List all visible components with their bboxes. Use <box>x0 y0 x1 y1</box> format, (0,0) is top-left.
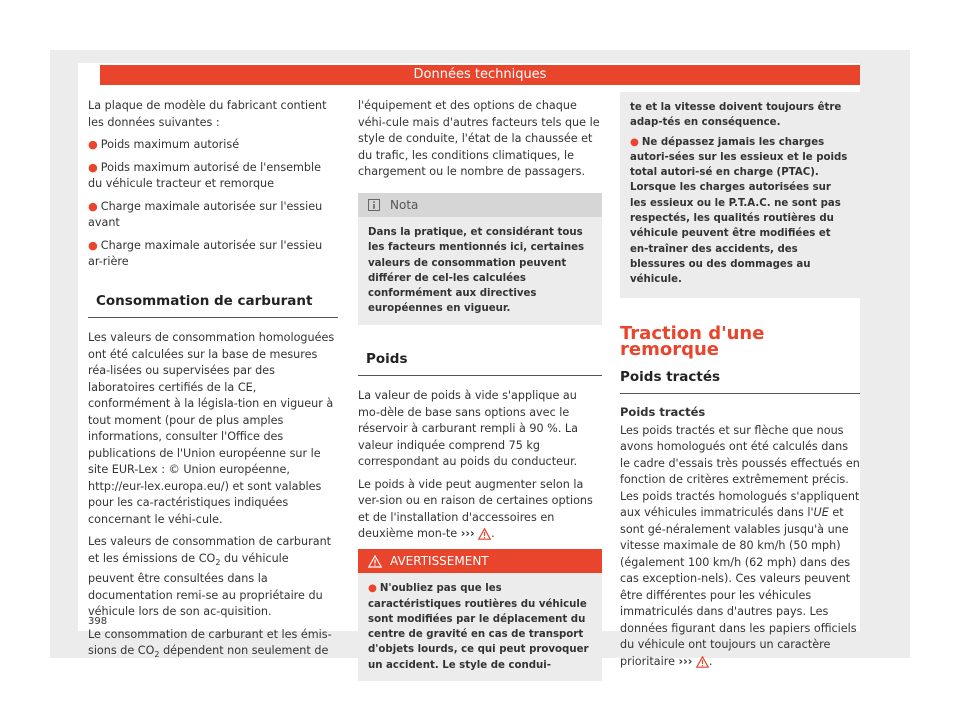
paragraph: Les poids tractés et sur flèche que nous avons homologués ont été calculés dans le cadre d'essais très poussés effectués en fonction de critères extrêmement précis. Les poids tractés homologués s'appliquent aux véhicules immatriculés dans l'UE et sont gé-néralement valables jusqu'à une vitesse maximale de 80 km/h (50 mph) (également 100 km/h (62 mph) dans des cas exception-nels). Ces valeurs peuvent être différentes pour les véhicules immatriculés dans d'autres pays. Les données figurant dans les papiers officiels du véhicule ont toujours un caractère prioritaire ››› . <box>620 423 860 668</box>
bullet-icon: ● <box>88 160 98 174</box>
paragraph: Les valeurs de consommation homologuées ont été calculées sur la base de mesures réa-lisées ou supervisées par des laboratoires certifiés de la CE, conformément à la législa-tion en vigueur à tout moment (pour de plus amples informations, consulter l'Office des publications de l'Union européenne sur le site EUR-Lex : © Union européenne, http://eur-lex.europa.eu/) et sont valables pour les ca-ractéristiques indiquées concernant le véhi-cule. <box>88 331 335 526</box>
bullet-icon: ● <box>88 199 98 213</box>
page-number: 398 <box>88 616 108 627</box>
column-2 <box>358 98 602 681</box>
paragraph: Le poids à vide peut augmenter selon la ver-sion ou en raison de certaines options et de l'installation d'accessoires en deuxième mon-te ››› . <box>358 477 593 541</box>
paragraph: l'équipement et des options de chaque véhi-cule mais d'autres facteurs tels que le style de conduite, l'état de la chaussée et du trafic, les conditions climatiques, le chargement ou le nombre de passagers. <box>358 99 600 178</box>
note-box <box>358 193 602 325</box>
info-icon <box>368 199 380 211</box>
list-item: ● Charge maximale autorisée sur l'essieu ar-rière <box>88 238 323 268</box>
warning-icon <box>368 555 382 568</box>
bullet-icon: ● <box>630 136 639 148</box>
warning-body: ● N'oubliez pas que les caractéristiques routières du véhicule sont modifiées par le déplacement du centre de gravité en cas de transport d'objets lourds, ce qui peut provoquer un accident. Le style de condui- <box>368 583 589 671</box>
warning-icon <box>478 528 491 540</box>
list-item: ● Poids maximum autorisé de l'ensemble du véhicule tracteur et remorque <box>88 160 322 190</box>
column-1 <box>88 98 338 670</box>
page-header: Données techniques <box>100 65 860 85</box>
column-3 <box>620 92 860 676</box>
note-header <box>358 193 602 218</box>
section-heading-consommation: Consommation de carburant <box>88 287 338 319</box>
warning-title: AVERTISSEMENT <box>390 553 489 568</box>
warning-box-continued <box>620 92 860 298</box>
list-item: ● Poids maximum autorisé <box>88 138 240 151</box>
note-title: Nota <box>390 197 419 212</box>
reference-arrows: ››› <box>460 527 475 541</box>
warning-continued-text: te et la vitesse doivent toujours être adap-tés en conséquence. <box>630 102 842 129</box>
note-body: Dans la pratique, et considérant tous les facteurs mentionnés ici, certaines valeurs de consommation peuvent différer de cel-les calculées conformément aux directives européennes en vigueur. <box>368 227 585 315</box>
warning-box <box>358 549 602 681</box>
warning-icon <box>696 656 709 668</box>
bullet-icon: ● <box>368 583 377 595</box>
bullet-icon: ● <box>88 238 98 252</box>
list-item: ● Charge maximale autorisée sur l'essieu avant <box>88 199 323 229</box>
warning-header <box>358 549 602 574</box>
paragraph: La valeur de poids à vide s'applique au mo-dèle de base sans options avec le réservoir à carburant rempli à 90 %. La valeur indiquée comprend 75 kg correspondant au poids du conducteur. <box>358 389 579 469</box>
section-heading-poids: Poids <box>358 345 602 377</box>
paragraph: Les valeurs de consommation de carburant et les émissions de $CO_2$ du véhicule peuvent être consultées dans la documentation remi-se au propriétaire du véhicule lors de son ac-quisition. <box>88 535 332 619</box>
chapter-heading: Traction d'une remorque <box>620 322 765 361</box>
warning-bullet: ● Ne dépassez jamais les charges autori-sées sur les essieux et le poids total autori-sé en charge (PTAC). Lorsque les charges autorisées sur les essieux ou le P.T.A.C. ne sont pas respectés, les qualités routières du véhicule peuvent être modifiées et en-traîner des accidents, des blessures ou des dommages au véhicule. <box>630 136 848 286</box>
subsection-label: Poids tractés <box>620 405 706 420</box>
intro-text: La plaque de modèle du fabricant contient les données suivantes : <box>88 99 327 129</box>
section-heading-poids-tractes: Poids tractés <box>620 359 860 395</box>
paragraph: Le consommation de carburant et les émis-sions de $CO_2$ dépendent non seulement de <box>88 627 332 660</box>
reference-arrows: ››› <box>678 654 693 668</box>
bullet-icon: ● <box>88 138 98 151</box>
